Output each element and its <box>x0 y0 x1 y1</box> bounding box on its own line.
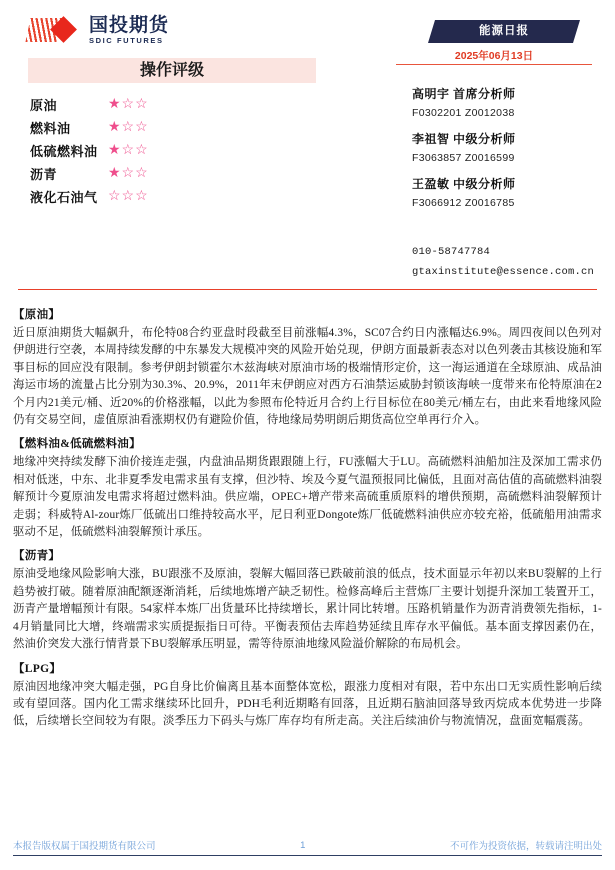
analyst-license-code: F3066912 Z0016785 <box>412 197 515 209</box>
report-header <box>0 0 615 290</box>
analyst-license-code: F0302201 Z0012038 <box>412 107 515 119</box>
rating-stars-icon: ★☆☆ <box>108 96 149 112</box>
logo-text <box>89 16 169 45</box>
report-date: 2025年06月13日 <box>454 50 534 62</box>
report-type-label: 能源日报 <box>479 25 529 37</box>
contact-email[interactable]: gtaxinstitute@essence.com.cn <box>412 266 595 278</box>
contact-block <box>412 246 612 286</box>
sdic-diamond-icon <box>28 17 84 43</box>
rating-list <box>30 93 330 208</box>
rating-stars-icon: ★☆☆ <box>108 165 149 181</box>
analyst-list <box>412 85 612 220</box>
section-paragraph: 原油因地缘冲突大幅走强，PG自身比价偏离且基本面整体宽松，跟涨力度相对有限，若中东出口无实质性影响后续或有望回落。国内化工需求继续环比回升，PDH毛利近期略有回落，且近期石脑油回落导致丙烷成本优势进一步降低，后续增长空间较为有限。淡季压力下码头与炼厂库存均有所走高。关注后续油价与物流情况，盘面宽幅震荡。 <box>13 680 602 728</box>
rating-item-label: 低硫燃料油 <box>30 144 98 159</box>
footer-disclaimer: 不可作为投资依据，转载请注明出处 <box>449 841 602 852</box>
rating-row <box>30 116 330 139</box>
contact-phone: 010-58747784 <box>412 246 491 258</box>
section-heading: 【LPG】 <box>13 662 62 675</box>
rating-stars-icon: ☆☆☆ <box>108 188 149 204</box>
section-heading: 【原油】 <box>13 309 61 321</box>
page-footer <box>13 838 602 852</box>
section-paragraph: 近日原油期货大幅飙升，布伦特08合约亚盘时段截至目前涨幅4.3%，SC07合约日内涨幅达6.9%。周四夜间以色列对伊朗进行空袭，本周持续发酵的中东暴发大规模冲突的风险开始兑现，伊朗方面最新表态对以色列袭击其核设施和军事目标的回应没有限制。参考伊朗封锁霍尔木兹海峡对原油市场的极端情形定价，这一海运通道在全球原油、成品油海运市场的流量占比分别为30.3%、20.9%，2011年末伊朗应对西方石油禁运威胁封锁该海峡一度带来布伦特原油在2个月内21美元/桶、近20%的价格涨幅，以此为参照布伦特近月合约上行目标位在80美元/桶左右，由此来看地缘风险仍有交易空间，虚值原油看涨期权仍有避险价值，待地缘局势明朗后期货高位空单再行介入。 <box>13 327 602 427</box>
rating-panel-title: 操作评级 <box>139 62 204 79</box>
rating-row <box>30 93 330 116</box>
rating-item-label: 液化石油气 <box>30 190 98 205</box>
company-logo <box>28 16 169 45</box>
footer-copyright: 本报告版权属于国投期货有限公司 <box>13 841 156 852</box>
analyst-name: 高明宇 首席分析师 <box>412 87 516 101</box>
section-paragraph: 原油受地缘风险影响大涨，BU跟涨不及原油，裂解大幅回落已跌破前浪的低点，技术面显示年初以来BU裂解的上行趋势被打破。随着原油配额逐渐消耗，后续地炼增产缺乏韧性。检修高峰后主营炼厂主要计划提升深加工装置开工，沥青产量增幅预计有限。54家样本炼厂出货量环比持续增长，累计同比转增。压路机销量作为沥青消费领先指标，1-4月销量同比大增，终端需求实质提振指日可待。平衡表预估去库趋势延续且库存水平偏低。基本面支撑因素仍在，然油价突发大涨行情背景下BU裂解承压明显，需等待原油地缘风险溢价解除的布局机会。 <box>13 568 602 651</box>
analyst-name: 王盈敏 中级分析师 <box>412 177 516 191</box>
rating-row <box>30 185 330 208</box>
logo-name-cn: 国投期货 <box>89 15 170 36</box>
logo-name-en: SDIC FUTURES <box>89 36 164 45</box>
section-heading: 【燃料油&低硫燃料油】 <box>13 438 141 451</box>
header-divider <box>18 289 597 290</box>
section-fuel-oil <box>13 435 602 541</box>
date-underline <box>396 64 592 65</box>
section-paragraph: 地缘冲突持续发酵下油价接连走强，内盘油品期货跟跟随上行，FU涨幅大于LU。高硫燃料油船加注及深加工需求仍相对低迷，中东、北非夏季发电需求虽有支撑，但沙特、埃及今夏气温预报同比偏低，且面对高估值的高硫燃料油裂解预计今夏原油发电需求将超过燃料油。供应端，OPEC+增产带来高硫重质原料的增供预期，高硫燃料油裂解预计走弱；科威特Al-zour炼厂低硫出口维持较高水平，尼日利亚Dongote炼厂低硫燃料油供应亦较充裕，低硫船用油需求驱动不足，低硫燃料油裂解预计承压。 <box>13 456 602 539</box>
report-content <box>13 300 602 735</box>
section-heading: 【沥青】 <box>13 550 61 563</box>
rating-item-label: 燃料油 <box>30 121 71 136</box>
rating-item-label: 原油 <box>30 98 58 113</box>
rating-row <box>30 162 330 185</box>
rating-stars-icon: ★☆☆ <box>108 142 149 158</box>
rating-row <box>30 139 330 162</box>
analyst-license-code: F3063857 Z0016599 <box>412 152 515 164</box>
rating-item-label: 沥青 <box>30 167 58 182</box>
footer-page-number: 1 <box>300 839 306 851</box>
section-bitumen <box>13 547 602 653</box>
analyst-name: 李祖智 中级分析师 <box>412 132 516 146</box>
section-crude-oil <box>13 306 602 429</box>
rating-stars-icon: ★☆☆ <box>108 119 149 135</box>
footer-divider <box>13 855 602 856</box>
section-lpg <box>13 660 602 731</box>
